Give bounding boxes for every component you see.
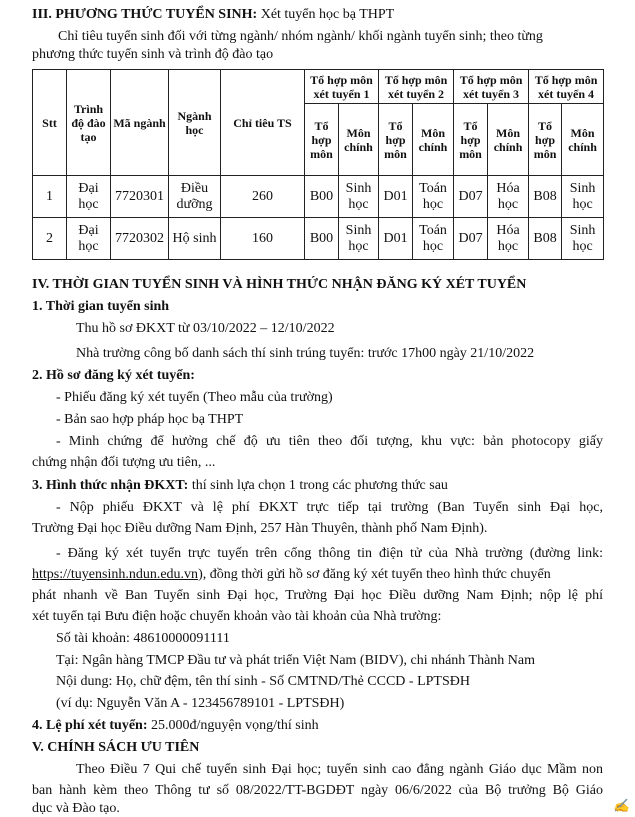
s1-title: 1. Thời gian tuyển sinh: [32, 299, 170, 314]
section5-p1c: dục và Đào tạo.: [32, 801, 120, 816]
s2-item2: - Bản sao hợp pháp học bạ THPT: [56, 412, 244, 427]
s4-rest: 25.000đ/nguyện vọng/thí sinh: [147, 718, 319, 733]
subheader-main: Môn chính: [562, 104, 604, 176]
cell-main3: Hóa học: [488, 176, 529, 218]
website-link[interactable]: https://tuyensinh.ndun.edu.vn: [32, 567, 199, 582]
subheader-main: Môn chính: [413, 104, 454, 176]
s3-p2c: phát nhanh về Ban Tuyển sinh Đại học, Trường Đại học Điều dưỡng Nam Định; nộp lệ phí: [32, 588, 603, 603]
cell-combo4: B08: [529, 176, 562, 218]
cell-level: Đại học: [67, 218, 111, 260]
payment-example: (ví dụ: Nguyễn Văn A - 123456789101 - LPTSĐH): [56, 696, 345, 711]
section3-intro-line1: Chỉ tiêu tuyển sinh đối với từng ngành/ nhóm ngành/ khối ngành tuyển sinh; theo từng: [58, 29, 543, 44]
header-combo2: Tổ hợp môn xét tuyển 2: [379, 70, 454, 104]
s3-title: [32, 477, 448, 494]
cell-level: Đại học: [67, 176, 111, 218]
payment-content: Nội dung: Họ, chữ đệm, tên thí sinh - Số CMTND/Thẻ CCCD - LPTSĐH: [56, 674, 470, 689]
header-combo3: Tổ hợp môn xét tuyển 3: [454, 70, 529, 104]
initials-mark: ✍: [613, 798, 630, 813]
cell-major: Hộ sinh: [169, 218, 221, 260]
cell-main2: Toán học: [413, 176, 454, 218]
s3-p2d: xét tuyển tại Bưu điện hoặc chuyển khoản vào tài khoản của Nhà trường:: [32, 609, 442, 624]
section3-heading: [32, 6, 394, 23]
cell-main1: Sinh học: [339, 218, 379, 260]
subheader-combo: Tổ hợp môn: [529, 104, 562, 176]
s3-p1b: Trường Đại học Điều dưỡng Nam Định, 257 Hàn Thuyên, thành phố Nam Định).: [32, 521, 488, 536]
cell-main3: Hóa học: [488, 218, 529, 260]
cell-quota: 260: [221, 176, 305, 218]
subheader-main: Môn chính: [339, 104, 379, 176]
account-number: Số tài khoản: 48610000091111: [56, 631, 230, 646]
s3-p2b-rest: ), đồng thời gửi hồ sơ đăng ký xét tuyển theo hình thức chuyển: [198, 567, 551, 582]
cell-stt: 2: [33, 218, 67, 260]
cell-main4: Sinh học: [562, 218, 604, 260]
s3-p1a: - Nộp phiếu ĐKXT và lệ phí ĐKXT trực tiếp tại trường (Ban Tuyển sinh Đại học,: [56, 500, 603, 515]
s3-p2a: - Đăng ký xét tuyển trực tuyến trên cổng thông tin điện tử của Nhà trường (đường link:: [56, 546, 603, 561]
bank-info: Tại: Ngân hàng TMCP Đầu tư và phát triển Việt Nam (BIDV), chi nhánh Thành Nam: [56, 653, 536, 668]
section3-intro-line2: phương thức tuyển sinh và trình độ đào tạo: [32, 47, 274, 62]
cell-main4: Sinh học: [562, 176, 604, 218]
s2-item3a: - Minh chứng để hưởng chế độ ưu tiên theo đối tượng, khu vực: bản photocopy giấy: [56, 434, 603, 449]
cell-combo3: D07: [454, 176, 488, 218]
section5-p1b: ban hành kèm theo Thông tư số 08/2022/TT-BGDĐT ngày 06/6/2022 của Bộ trưởng Bộ Giáo: [32, 783, 603, 798]
table-row: [33, 218, 604, 260]
s2-title: 2. Hồ sơ đăng ký xét tuyển:: [32, 368, 195, 383]
subheader-combo: Tổ hợp môn: [454, 104, 488, 176]
cell-combo3: D07: [454, 218, 488, 260]
s2-item1: - Phiếu đăng ký xét tuyển (Theo mẫu của trường): [56, 390, 333, 405]
cell-quota: 160: [221, 218, 305, 260]
header-code: Mã ngành: [111, 70, 169, 176]
section3-heading-bold: III. PHƯƠNG THỨC TUYỂN SINH:: [32, 7, 258, 22]
subheader-combo: Tổ hợp môn: [379, 104, 413, 176]
cell-code: 7720301: [111, 176, 169, 218]
s2-item3b: chứng nhận đối tượng ưu tiên, ...: [32, 455, 216, 470]
header-stt: Stt: [33, 70, 67, 176]
header-combo1: Tổ hợp môn xét tuyển 1: [305, 70, 379, 104]
s3-p2b: [32, 566, 551, 583]
cell-combo2: D01: [379, 218, 413, 260]
s3-title-bold: 3. Hình thức nhận ĐKXT:: [32, 478, 189, 493]
cell-combo1: B00: [305, 176, 339, 218]
section5-p1a: Theo Điều 7 Qui chế tuyển sinh Đại học; tuyển sinh cao đẳng ngành Giáo dục Mầm non: [76, 762, 603, 777]
section5-heading: V. CHÍNH SÁCH ƯU TIÊN: [32, 740, 200, 755]
cell-combo2: D01: [379, 176, 413, 218]
subheader-main: Môn chính: [488, 104, 529, 176]
section4-heading: IV. THỜI GIAN TUYỂN SINH VÀ HÌNH THỨC NHẬN ĐĂNG KÝ XÉT TUYỂN: [32, 277, 527, 292]
s1-line1: Thu hồ sơ ĐKXT từ 03/10/2022 – 12/10/2022: [76, 321, 335, 336]
cell-code: 7720302: [111, 218, 169, 260]
header-combo4: Tổ hợp môn xét tuyển 4: [529, 70, 604, 104]
cell-combo4: B08: [529, 218, 562, 260]
section3-heading-rest: Xét tuyển học bạ THPT: [257, 7, 395, 22]
cell-combo1: B00: [305, 218, 339, 260]
s3-title-rest: thí sinh lựa chọn 1 trong các phương thức sau: [188, 478, 448, 493]
table-row: [33, 176, 604, 218]
subheader-combo: Tổ hợp môn: [305, 104, 339, 176]
cell-stt: 1: [33, 176, 67, 218]
cell-main2: Toán học: [413, 218, 454, 260]
header-level: Trình độ đào tạo: [67, 70, 111, 176]
s4-fee: [32, 717, 319, 734]
admission-quota-table: [32, 69, 604, 260]
s1-line2: Nhà trường công bố danh sách thí sinh trúng tuyển: trước 17h00 ngày 21/10/2022: [76, 346, 535, 361]
cell-main1: Sinh học: [339, 176, 379, 218]
header-quota: Chỉ tiêu TS: [221, 70, 305, 176]
header-major: Ngành học: [169, 70, 221, 176]
cell-major: Điều dưỡng: [169, 176, 221, 218]
s4-title: 4. Lệ phí xét tuyển:: [32, 718, 148, 733]
